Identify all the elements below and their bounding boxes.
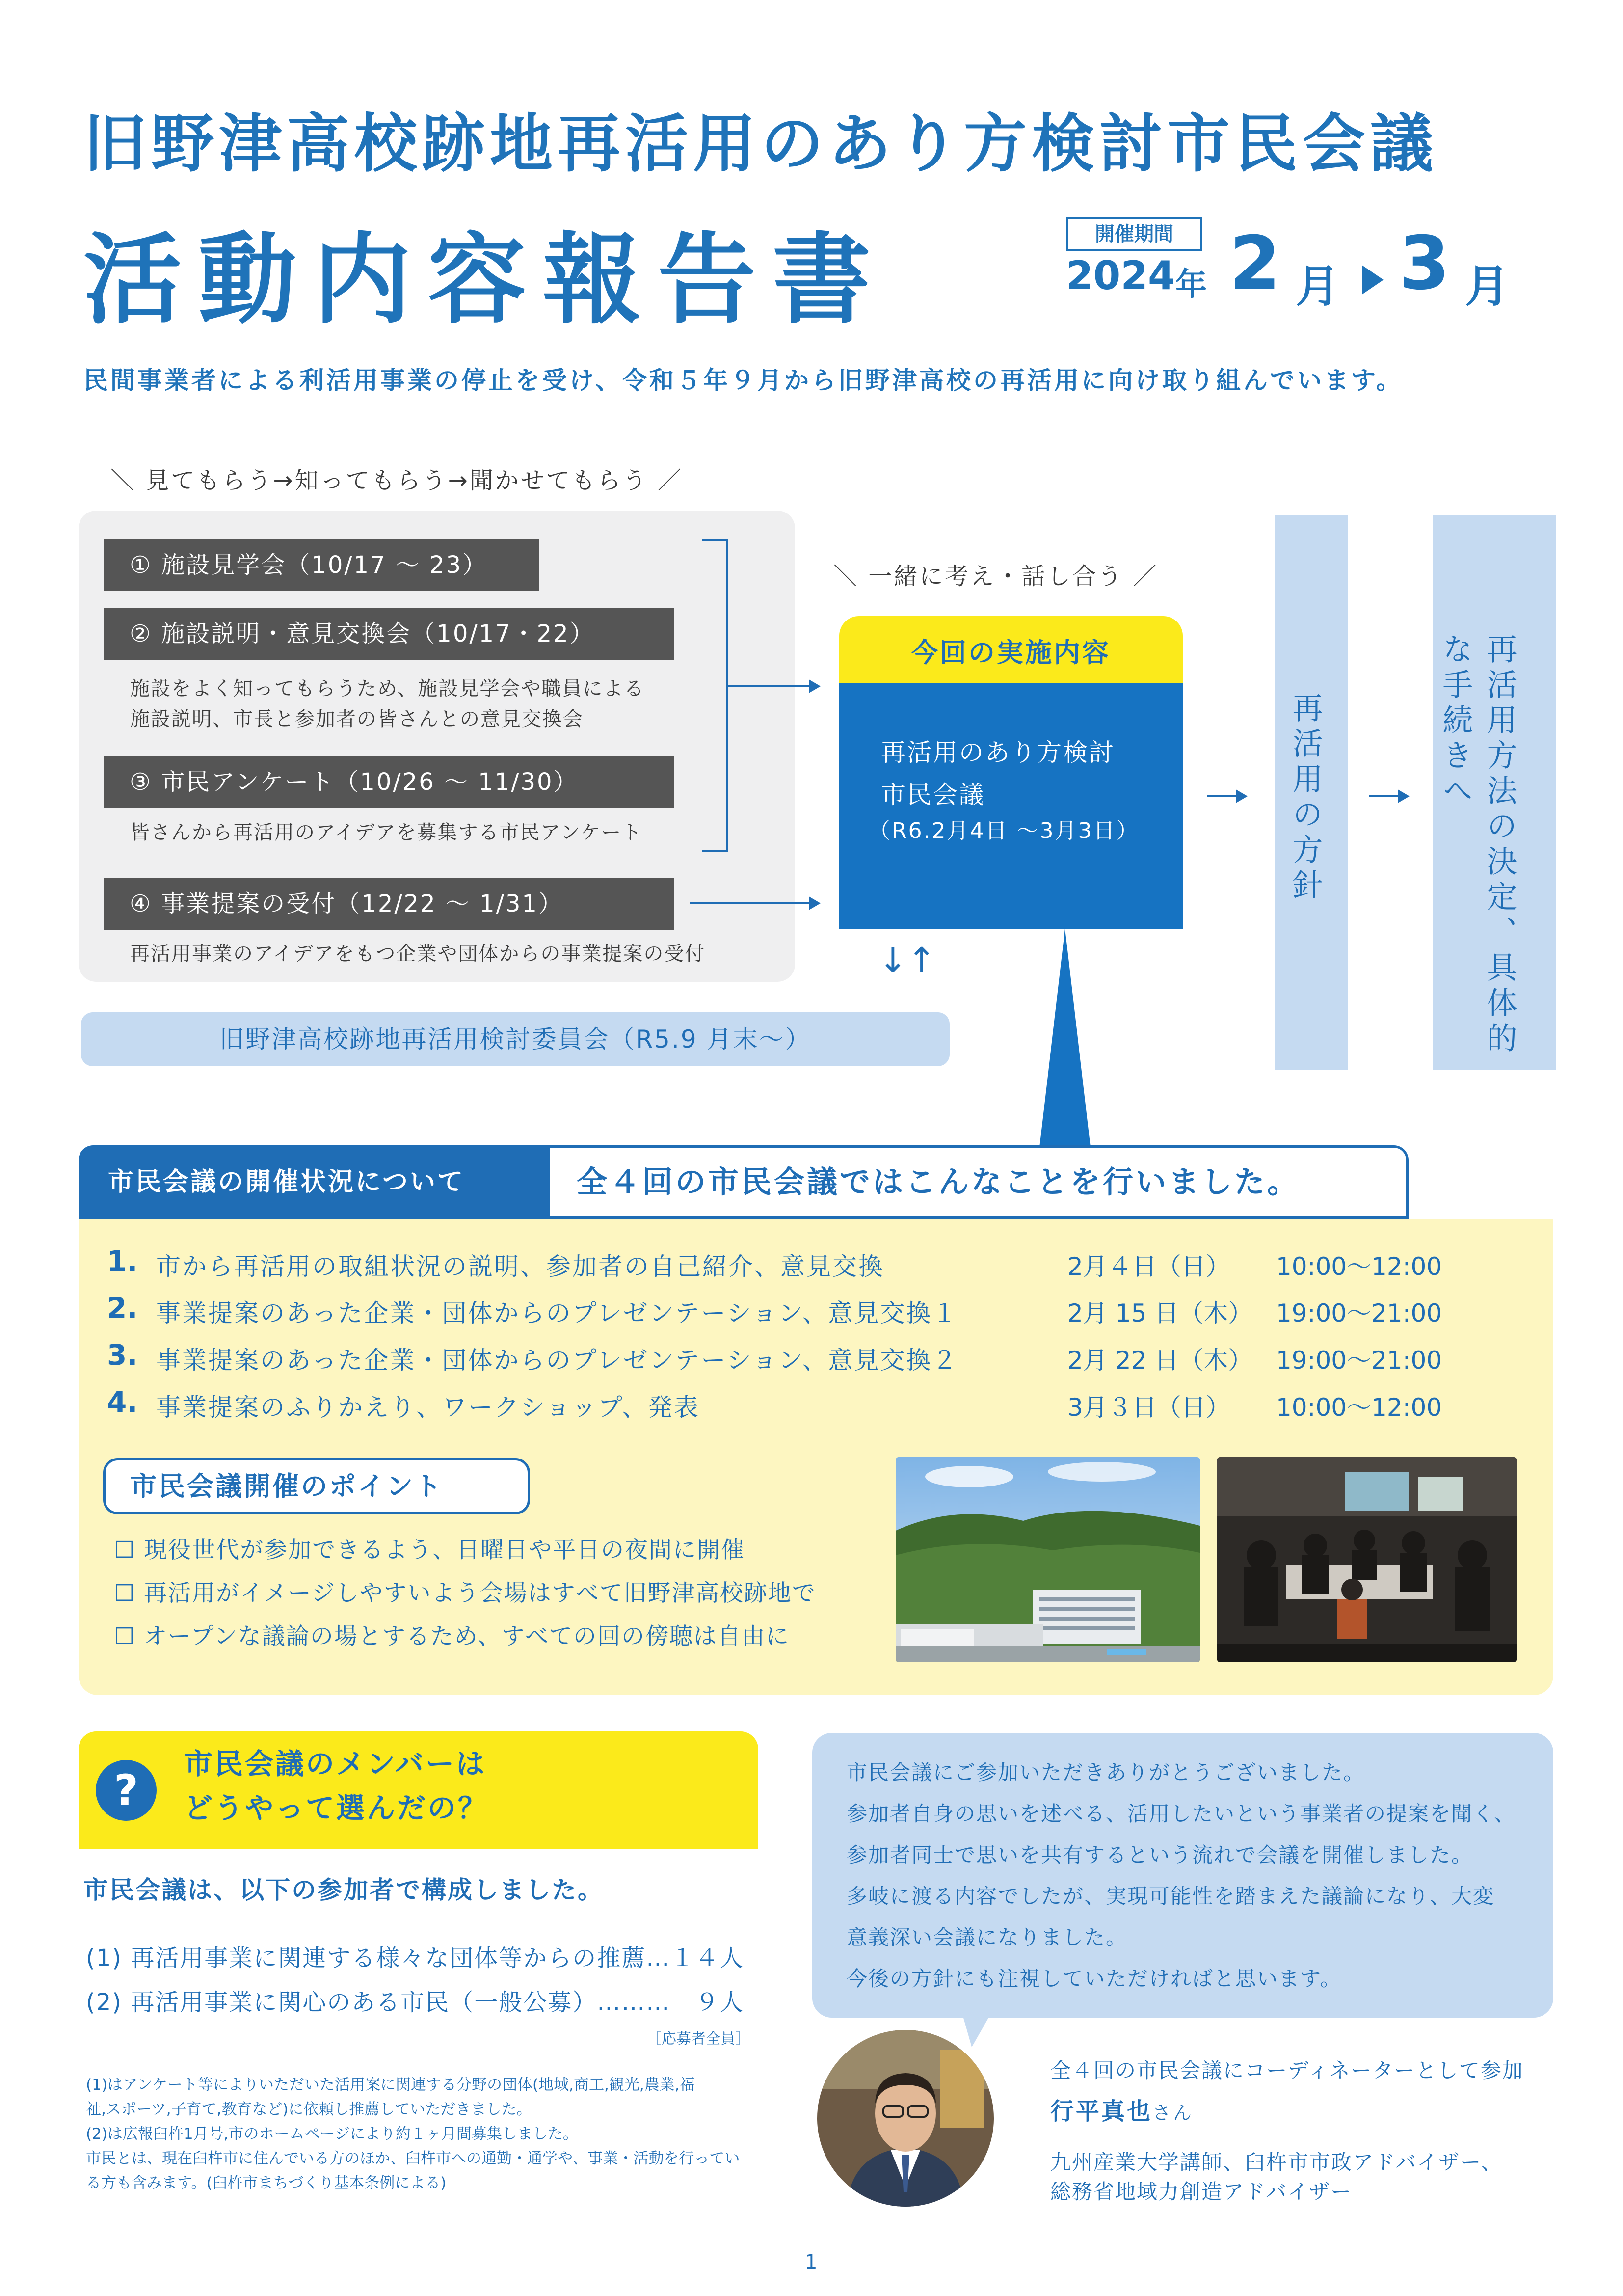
meeting-1-time: 10:00～12:00 <box>1276 1252 1442 1281</box>
steps-bracket <box>702 539 728 852</box>
members-line2: (2) 再活用事業に関心のある市民（一般公募）……… ９人 <box>86 1989 745 2016</box>
report-title-line2: 活動内容報告書 <box>83 223 888 337</box>
committee-pill: 旧野津高校跡地再活用検討委員会（R5.9 月末～） <box>81 1012 950 1066</box>
members-note-1: (1)はアンケート等によりいただいた活用案に関連する分野の団体(地域,商工,観光,農業,福 <box>86 2076 695 2094</box>
meeting-2-date: 2月 15 日（木） <box>1067 1299 1253 1327</box>
step-3-label: ③ 市民アンケート（10/26 ～ 11/30） <box>104 756 674 808</box>
current-content-label: 今回の実施内容 <box>839 616 1183 685</box>
step4-connector-line <box>690 902 810 904</box>
report-title-line1: 旧野津高校跡地再活用のあり方検討市民会議 <box>83 108 1438 181</box>
updown-arrow-icon: ↓↑ <box>878 940 936 980</box>
coordinator-heading: 全４回の市民会議にコーディネーターとして参加 <box>1050 2058 1524 2082</box>
step-2-desc-line1: 施設をよく知ってもらうため、施設見学会や職員による <box>130 677 645 700</box>
point-2: ☐ 再活用がイメージしやすいよう会場はすべて旧野津高校跡地で <box>114 1580 816 1607</box>
meeting-2-time: 19:00～21:00 <box>1276 1299 1442 1327</box>
meeting-4-date: 3月３日（日） <box>1067 1393 1230 1422</box>
point-1: ☐ 現役世代が参加できるよう、日曜日や平日の夜間に開催 <box>114 1537 745 1564</box>
arrow-right-icon <box>1236 789 1248 803</box>
coordinator-name: 行平真也 <box>1050 2098 1153 2125</box>
period-start-month-unit: 月 <box>1296 261 1340 312</box>
meeting-3-text: 事業提案のあった企業・団体からのプレゼンテーション、意見交換２ <box>156 1346 958 1375</box>
meeting-3-date: 2月 22 日（木） <box>1067 1346 1253 1375</box>
period-end-month-unit: 月 <box>1465 261 1509 312</box>
page-number: 1 <box>805 2251 818 2273</box>
step-4-desc: 再活用事業のアイデアをもつ企業や団体からの事業提案の受付 <box>130 943 706 965</box>
coordinator-role-1: 九州産業大学講師、臼杵市市政アドバイザー、 <box>1050 2150 1503 2174</box>
message-line-5: 意義深い会議になりました。 <box>847 1925 1128 1949</box>
meeting-1-date: 2月４日（日） <box>1067 1252 1230 1281</box>
flow-connector-line <box>1369 795 1399 797</box>
members-note-3: (2)は広報臼杵1月号,市のホームページにより約１ヶ月間募集しました。 <box>86 2125 578 2143</box>
meeting-1-text: 市から再活用の取組状況の説明、参加者の自己紹介、意見交換 <box>156 1252 884 1281</box>
policy-column: 再活用の方針 <box>1275 515 1348 1070</box>
meeting-4-num: 4. <box>107 1385 138 1419</box>
members-intro: 市民会議は、以下の参加者で構成しました。 <box>83 1876 604 1904</box>
coordinator-role-2: 総務省地域力創造アドバイザー <box>1050 2180 1353 2204</box>
members-question-line2: どうやって選んだの？ <box>184 1791 489 1825</box>
period-end-month: 3 <box>1399 221 1450 306</box>
period-start-month: 2 <box>1229 221 1281 306</box>
message-line-2: 参加者自身の思いを述べる、活用したいという事業者の提案を聞く、 <box>847 1802 1516 1826</box>
members-note-2: 祉,スポーツ,子育て,教育など)に依頼し推薦していただきました。 <box>86 2101 532 2118</box>
meeting-photo <box>1217 1457 1517 1662</box>
decision-column: 再活用方法の決定、具体的な手続きへ <box>1433 515 1556 1070</box>
members-note-5: る方も含みます。(臼杵市まちづくり基本条例による) <box>86 2174 447 2192</box>
point-3: ☐ オープンな議論の場とするため、すべての回の傍聴は自由に <box>114 1623 790 1650</box>
bubble-tail <box>962 2013 991 2047</box>
school-site-photo <box>896 1457 1200 1662</box>
message-line-3: 参加者同士で思いを共有するという流れで会議を開催しました。 <box>847 1843 1473 1867</box>
period-arrow-icon <box>1362 265 1384 295</box>
meeting-3-num: 3. <box>107 1338 138 1372</box>
meeting-2-num: 2. <box>107 1291 138 1324</box>
meeting-4-text: 事業提案のふりかえり、ワークショップ、発表 <box>156 1393 700 1422</box>
current-content-line3: （R6.2月4日 ～3月3日） <box>869 818 1140 843</box>
tagline-top: ＼ 見てもらう→知ってもらう→聞かせてもらう ／ <box>110 467 683 494</box>
message-line-1: 市民会議にご参加いただきありがとうございました。 <box>847 1760 1365 1784</box>
members-line1: (1) 再活用事業に関連する様々な団体等からの推薦…１４人 <box>86 1945 745 1972</box>
message-line-6: 今後の方針にも注視していただければと思います。 <box>847 1967 1342 1991</box>
meeting-3-time: 19:00～21:00 <box>1276 1346 1442 1375</box>
bracket-connector-line <box>726 685 810 687</box>
step-2-label: ② 施設説明・意見交換会（10/17・22） <box>104 608 674 660</box>
current-content-line1: 再活用のあり方検討 <box>881 738 1115 767</box>
coordinator-avatar <box>817 2030 994 2207</box>
arrow-right-icon <box>809 679 821 693</box>
arrow-right-icon <box>809 896 821 910</box>
flow-connector-line <box>1207 795 1237 797</box>
meeting-4-time: 10:00～12:00 <box>1276 1393 1442 1422</box>
period-year: 2024 <box>1066 253 1175 298</box>
members-applicants-note: ［応募者全員］ <box>647 2030 750 2048</box>
period-year-unit: 年 <box>1175 267 1207 303</box>
tagline-mid: ＼ 一緒に考え・話し合う ／ <box>833 563 1159 590</box>
message-line-4: 多岐に渡る内容でしたが、実現可能性を踏まえた議論になり、大変 <box>847 1884 1495 1908</box>
status-tab: 市民会議の開催状況について <box>79 1145 550 1219</box>
step-3-desc: 皆さんから再活用のアイデアを募集する市民アンケート <box>130 821 642 844</box>
pointer-triangle <box>1031 929 1099 1147</box>
step-1-label: ① 施設見学会（10/17 ～ 23） <box>104 539 539 591</box>
report-subtitle: 民間事業者による利活用事業の停止を受け、令和５年９月から旧野津高校の再活用に向け取り組んでいます。 <box>83 366 1403 395</box>
question-icon: ? <box>96 1760 157 1821</box>
meeting-1-num: 1. <box>107 1244 138 1278</box>
arrow-right-icon <box>1398 789 1410 803</box>
meeting-2-text: 事業提案のあった企業・団体からのプレゼンテーション、意見交換１ <box>156 1299 958 1327</box>
members-question-line1: 市民会議のメンバーは <box>184 1747 486 1781</box>
step-2-desc-line2: 施設説明、市長と参加者の皆さんとの意見交換会 <box>130 708 584 730</box>
coordinator-honorific: さん <box>1152 2102 1194 2124</box>
coordinator-name-row <box>1050 2092 1194 2126</box>
status-headline: 全４回の市民会議ではこんなことを行いました。 <box>550 1145 1409 1219</box>
points-title: 市民会議開催のポイント <box>103 1458 530 1514</box>
members-note-4: 市民とは、現在臼杵市に住んでいる方のほか、臼杵市への通勤・通学や、事業・活動を行ってい <box>86 2150 740 2167</box>
step-4-label: ④ 事業提案の受付（12/22 ～ 1/31） <box>104 878 674 930</box>
period-label: 開催期間 <box>1066 217 1202 251</box>
current-content-line2: 市民会議 <box>881 781 985 809</box>
